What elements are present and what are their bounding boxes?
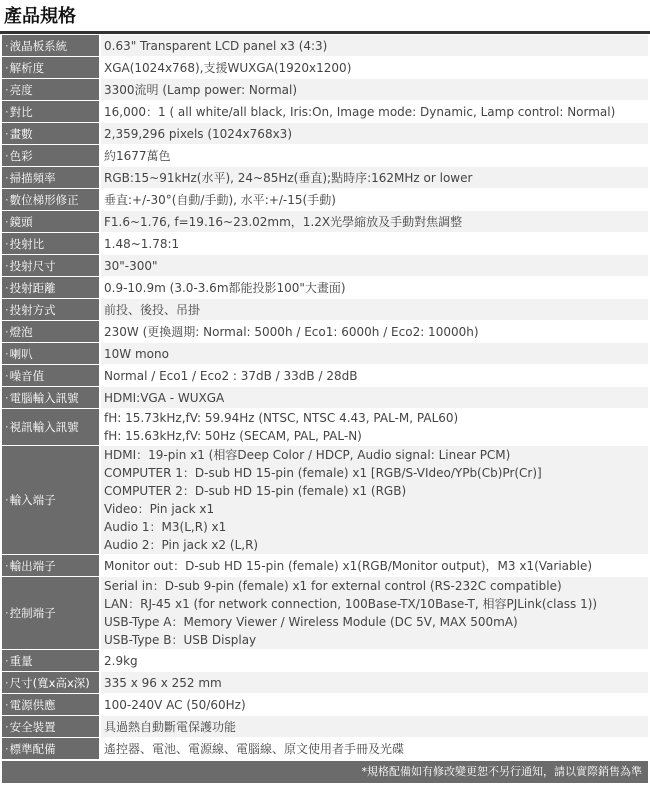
spec-row	[2, 299, 648, 321]
spec-value-line: COMPUTER 2：D-sub HD 15-pin (female) x1 (RGB)	[104, 484, 407, 498]
spec-value-line: USB-Type B：USB Display	[104, 633, 257, 647]
spec-label: · 畫數	[2, 123, 100, 145]
spec-value-line: fH: 15.63kHz,fV: 50Hz (SECAM, PAL, PAL-N)	[104, 429, 362, 443]
spec-label: · 對比	[2, 101, 100, 123]
spec-value-line: Serial in：D-sub 9-pin (female) x1 for external control (RS-232C compatible)	[104, 579, 562, 593]
spec-label: · 噪音值	[2, 365, 100, 387]
spec-value-line: 16,000：1 ( all white/all black, Iris:On, Image mode: Dynamic, Lamp control: Normal)	[104, 104, 616, 119]
spec-value-line: 100-240V AC (50/60Hz)	[104, 697, 246, 712]
spec-value-line: 約1677萬色	[104, 148, 171, 163]
spec-value	[100, 255, 648, 277]
spec-value-line: 2,359,296 pixels (1024x768x3)	[104, 126, 292, 141]
spec-value	[100, 555, 648, 577]
spec-value-line: 前投、後投、吊掛	[104, 302, 201, 317]
spec-label: · 投射方式	[2, 299, 100, 321]
spec-value	[100, 321, 648, 343]
spec-value-line: RGB:15~91kHz(水平), 24~85Hz(垂直);點時序:162MHz or lower	[104, 170, 473, 185]
spec-value-line: LAN：RJ-45 x1 (for network connection, 100Base-TX/10Base-T, 相容PJLink(class 1))	[104, 597, 598, 611]
spec-row	[2, 255, 648, 277]
spec-value	[100, 211, 648, 233]
spec-value-line: 3300流明 (Lamp power: Normal)	[104, 82, 298, 97]
spec-label: · 鏡頭	[2, 211, 100, 233]
spec-value	[100, 101, 648, 123]
spec-value	[100, 299, 648, 321]
spec-value-line: 垂直:+/-30°(自動/手動), 水平:+/-15(手動)	[104, 192, 336, 207]
spec-row	[2, 555, 648, 577]
spec-row	[2, 738, 648, 760]
spec-label: · 輸入端子	[2, 446, 100, 555]
spec-value-line: USB-Type A：Memory Viewer / Wireless Module (DC 5V, MAX 500mA)	[104, 615, 518, 629]
spec-row	[2, 123, 648, 145]
page-title: 產品規格	[0, 0, 650, 34]
spec-value	[100, 672, 648, 694]
spec-value	[100, 694, 648, 716]
spec-value	[100, 123, 648, 145]
spec-value	[100, 35, 648, 57]
spec-value-line: 1.48~1.78:1	[104, 236, 180, 251]
spec-label: · 視訊輸入訊號	[2, 409, 100, 446]
spec-row	[2, 387, 648, 409]
spec-label: · 安全裝置	[2, 716, 100, 738]
spec-value	[100, 365, 648, 387]
spec-label: · 尺寸(寬x高x深)	[2, 672, 100, 694]
spec-value-line: 10W mono	[104, 346, 169, 361]
spec-value	[100, 387, 648, 409]
spec-value-line: Audio 2：Pin jack x2 (L,R)	[104, 538, 259, 552]
spec-row	[2, 694, 648, 716]
spec-value-line: XGA(1024x768),支援WUXGA(1920x1200)	[104, 60, 352, 75]
spec-label: · 色彩	[2, 145, 100, 167]
spec-value	[100, 343, 648, 365]
spec-label: · 標準配備	[2, 738, 100, 760]
spec-label: · 電源供應	[2, 694, 100, 716]
spec-value	[100, 409, 648, 446]
spec-value-line: 230W (更換週期: Normal: 5000h / Eco1: 6000h / Eco2: 10000h)	[104, 324, 479, 339]
spec-value-line: fH: 15.73kHz,fV: 59.94Hz (NTSC, NTSC 4.43, PAL-M, PAL60)	[104, 411, 459, 425]
spec-value	[100, 577, 648, 650]
spec-value	[100, 233, 648, 255]
spec-value-line: Audio 1：M3(L,R) x1	[104, 520, 227, 534]
spec-value-line: HDMI:VGA - WUXGA	[104, 390, 225, 405]
spec-table	[2, 34, 648, 759]
spec-row	[2, 716, 648, 738]
spec-label: · 投射尺寸	[2, 255, 100, 277]
spec-value	[100, 716, 648, 738]
spec-row	[2, 35, 648, 57]
spec-value-line: 0.9-10.9m (3.0-3.6m都能投影100"大畫面)	[104, 280, 346, 295]
spec-value-line: 具過熱自動斷電保護功能	[104, 719, 237, 734]
spec-label: · 投射距離	[2, 277, 100, 299]
spec-label: · 投射比	[2, 233, 100, 255]
spec-value	[100, 650, 648, 672]
spec-value	[100, 57, 648, 79]
spec-row	[2, 145, 648, 167]
spec-row	[2, 101, 648, 123]
footnote: *規格配備如有修改變更恕不另行通知，請以實際銷售為準	[2, 761, 648, 783]
spec-value	[100, 738, 648, 760]
spec-value-line: 2.9kg	[104, 653, 138, 668]
spec-label: · 亮度	[2, 79, 100, 101]
spec-label: · 輸出端子	[2, 555, 100, 577]
spec-row	[2, 343, 648, 365]
spec-value-line: Normal / Eco1 / Eco2 : 37dB / 33dB / 28dB	[104, 368, 358, 383]
spec-label: · 掃描頻率	[2, 167, 100, 189]
spec-value-line: 335 x 96 x 252 mm	[104, 675, 222, 690]
spec-row	[2, 650, 648, 672]
spec-row	[2, 211, 648, 233]
spec-row	[2, 57, 648, 79]
spec-value	[100, 145, 648, 167]
spec-row	[2, 672, 648, 694]
spec-row	[2, 79, 648, 101]
spec-value-line: 0.63" Transparent LCD panel x3 (4:3)	[104, 38, 328, 53]
spec-row	[2, 189, 648, 211]
spec-label: · 喇叭	[2, 343, 100, 365]
spec-row	[2, 365, 648, 387]
spec-row	[2, 321, 648, 343]
spec-label: · 控制端子	[2, 577, 100, 650]
spec-label: · 電腦輸入訊號	[2, 387, 100, 409]
spec-value	[100, 167, 648, 189]
spec-value-line: 30"-300"	[104, 258, 158, 273]
spec-row	[2, 577, 648, 650]
spec-value-line: Video：Pin jack x1	[104, 502, 215, 516]
spec-value-line: F1.6~1.76, f=19.16~23.02mm，1.2X光學縮放及手動對焦調整	[104, 214, 463, 229]
spec-label: · 重量	[2, 650, 100, 672]
spec-value-line: HDMI：19-pin x1 (相容Deep Color / HDCP, Audio signal: Linear PCM)	[104, 448, 511, 462]
spec-label: · 液晶板系統	[2, 35, 100, 57]
spec-label: · 解析度	[2, 57, 100, 79]
spec-value	[100, 79, 648, 101]
spec-value-line: COMPUTER 1：D-sub HD 15-pin (female) x1 [RGB/S-VIdeo/YPb(Cb)Pr(Cr)]	[104, 466, 542, 480]
spec-label: · 數位梯形修正	[2, 189, 100, 211]
spec-row	[2, 409, 648, 446]
spec-row	[2, 277, 648, 299]
spec-row	[2, 446, 648, 555]
spec-value	[100, 277, 648, 299]
spec-label: · 燈泡	[2, 321, 100, 343]
spec-value-line: 遙控器、電池、電源線、電腦線、原文使用者手冊及光碟	[104, 741, 405, 756]
spec-value-line: Monitor out：D-sub HD 15-pin (female) x1(RGB/Monitor output)，M3 x1(Variable)	[104, 558, 593, 573]
spec-value	[100, 189, 648, 211]
spec-row	[2, 233, 648, 255]
spec-row	[2, 167, 648, 189]
spec-value	[100, 446, 648, 555]
